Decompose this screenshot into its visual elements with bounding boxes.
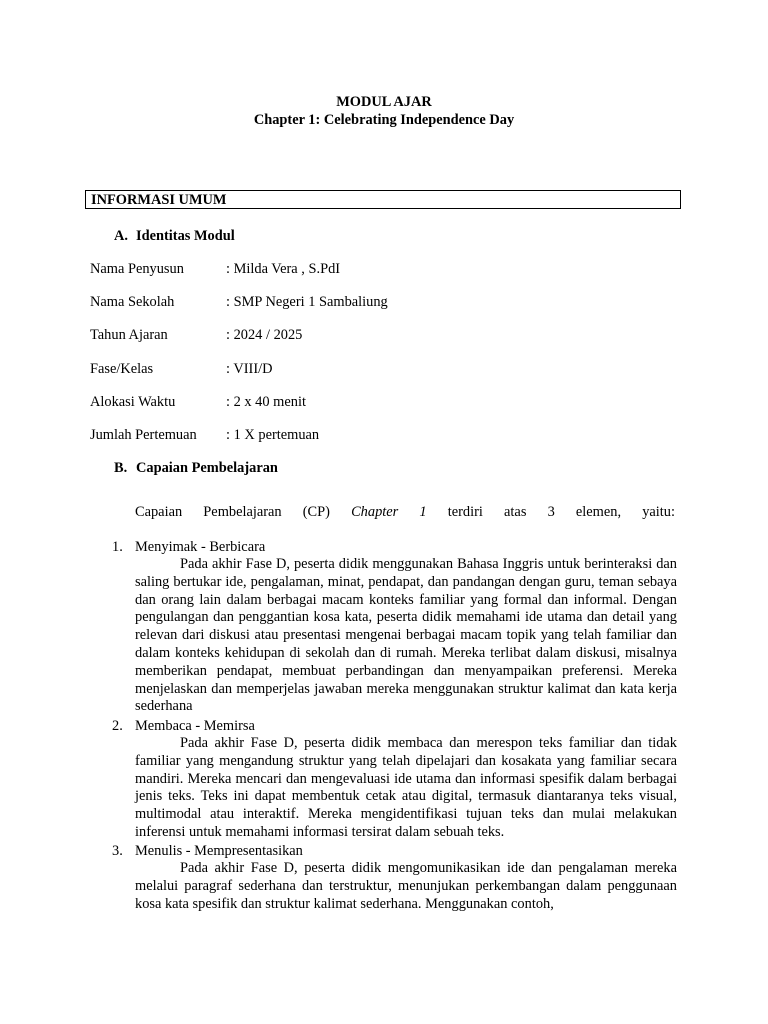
cp-item-3-paragraph xyxy=(135,860,677,913)
cp-intro-word: 3 xyxy=(547,504,555,520)
list-heading: Menyimak - Berbicara xyxy=(135,539,266,555)
paragraph-text: Pada akhir Fase D, peserta didik menggunakan Bahasa Inggris untuk berinteraksi dan saling bertukar ide, pengalaman, minat, pendapat, dan pandangan dengan guru, teman sebaya dan orang lain dalam berbagai macam konteks familiar yang formal dan informal. Dengan pengulangan dan penggantian kosa kata, peserta didik memahami ide utama dan detail yang relevan dari diskusi atau presentasi mengenai berbagai macam topik yang telah familiar dan dalam konteks kehidupan di sekolah dan di rumah. Mereka terlibat dalam diskusi, misalnya memberikan pendapat, membuat perbandingan dan menyampaikan preferensi. Mereka menjelaskan dan memperjelas jawaban mereka menggunakan struktur kalimat dan kata kerja sederhana xyxy=(135,556,677,715)
section-a-letter: A. xyxy=(114,228,128,244)
list-number: 1. xyxy=(112,539,123,555)
cp-item-2-paragraph xyxy=(135,735,677,842)
cp-intro-word: terdiri xyxy=(447,504,483,520)
info-label: Alokasi Waktu xyxy=(90,394,176,410)
document-subtitle: Chapter 1: Celebrating Independence Day xyxy=(253,112,515,128)
info-value: : VIII/D xyxy=(226,361,273,377)
info-value: : 1 X pertemuan xyxy=(226,427,320,443)
paragraph-text: Pada akhir Fase D, peserta didik mengomunikasikan ide dan pengalaman mereka melalui paragraf sederhana dan terstruktur, menunjukan perkembangan dalam penggunaan kosa kata spesifik dan struktur kalimat sederhana. Menggunakan contoh, xyxy=(135,860,677,912)
section-a-title: Identitas Modul xyxy=(136,228,235,244)
paragraph-text: Pada akhir Fase D, peserta didik membaca dan merespon teks familiar dan tidak familiar yang mengandung struktur yang telah dipelajari dan kosakata yang familiar secara mandiri. Mereka mencari dan mengevaluasi ide utama dan informasi spesifik dalam berbagai jenis teks. Teks ini dapat membentuk cetak atau digital, termasuk diantaranya teks visual, multimodal atau interaktif. Mereka mengidentifikasi tujuan teks dan mulai melakukan inferensi untuk memahami informasi tersirat dalam sebuah teks. xyxy=(135,735,677,840)
info-label: Jumlah Pertemuan xyxy=(90,427,197,443)
info-umum-box xyxy=(85,190,681,209)
list-heading: Menulis - Mempresentasikan xyxy=(135,843,303,859)
section-b-heading xyxy=(114,460,278,477)
info-label: Fase/Kelas xyxy=(90,361,154,377)
list-number: 2. xyxy=(112,718,123,734)
cp-intro-line xyxy=(135,504,675,521)
info-value: : 2024 / 2025 xyxy=(226,327,303,343)
cp-intro-word: yaitu: xyxy=(642,504,675,520)
info-label: Tahun Ajaran xyxy=(90,327,168,343)
cp-intro-word: Pembelajaran xyxy=(203,504,282,520)
info-value: : Milda Vera , S.PdI xyxy=(226,261,341,277)
cp-intro-word: 1 xyxy=(419,504,427,520)
info-value: : SMP Negeri 1 Sambaliung xyxy=(226,294,388,310)
document-title: MODUL AJAR xyxy=(336,94,432,110)
cp-item-1-paragraph xyxy=(135,556,677,716)
info-value: : 2 x 40 menit xyxy=(226,394,306,410)
list-number: 3. xyxy=(112,843,123,859)
section-b-title: Capaian Pembelajaran xyxy=(136,460,278,476)
cp-intro-word: (CP) xyxy=(302,504,330,520)
cp-intro-word: Chapter xyxy=(351,504,399,520)
cp-intro-word: elemen, xyxy=(575,504,622,520)
section-b-letter: B. xyxy=(114,460,128,476)
cp-intro-word: Capaian xyxy=(135,504,183,520)
info-umum-label: INFORMASI UMUM xyxy=(91,192,227,208)
list-heading: Membaca - Memirsa xyxy=(135,718,255,734)
section-a-heading xyxy=(114,228,235,245)
info-label: Nama Sekolah xyxy=(90,294,175,310)
info-label: Nama Penyusun xyxy=(90,261,184,277)
cp-intro-word: atas xyxy=(504,504,527,520)
